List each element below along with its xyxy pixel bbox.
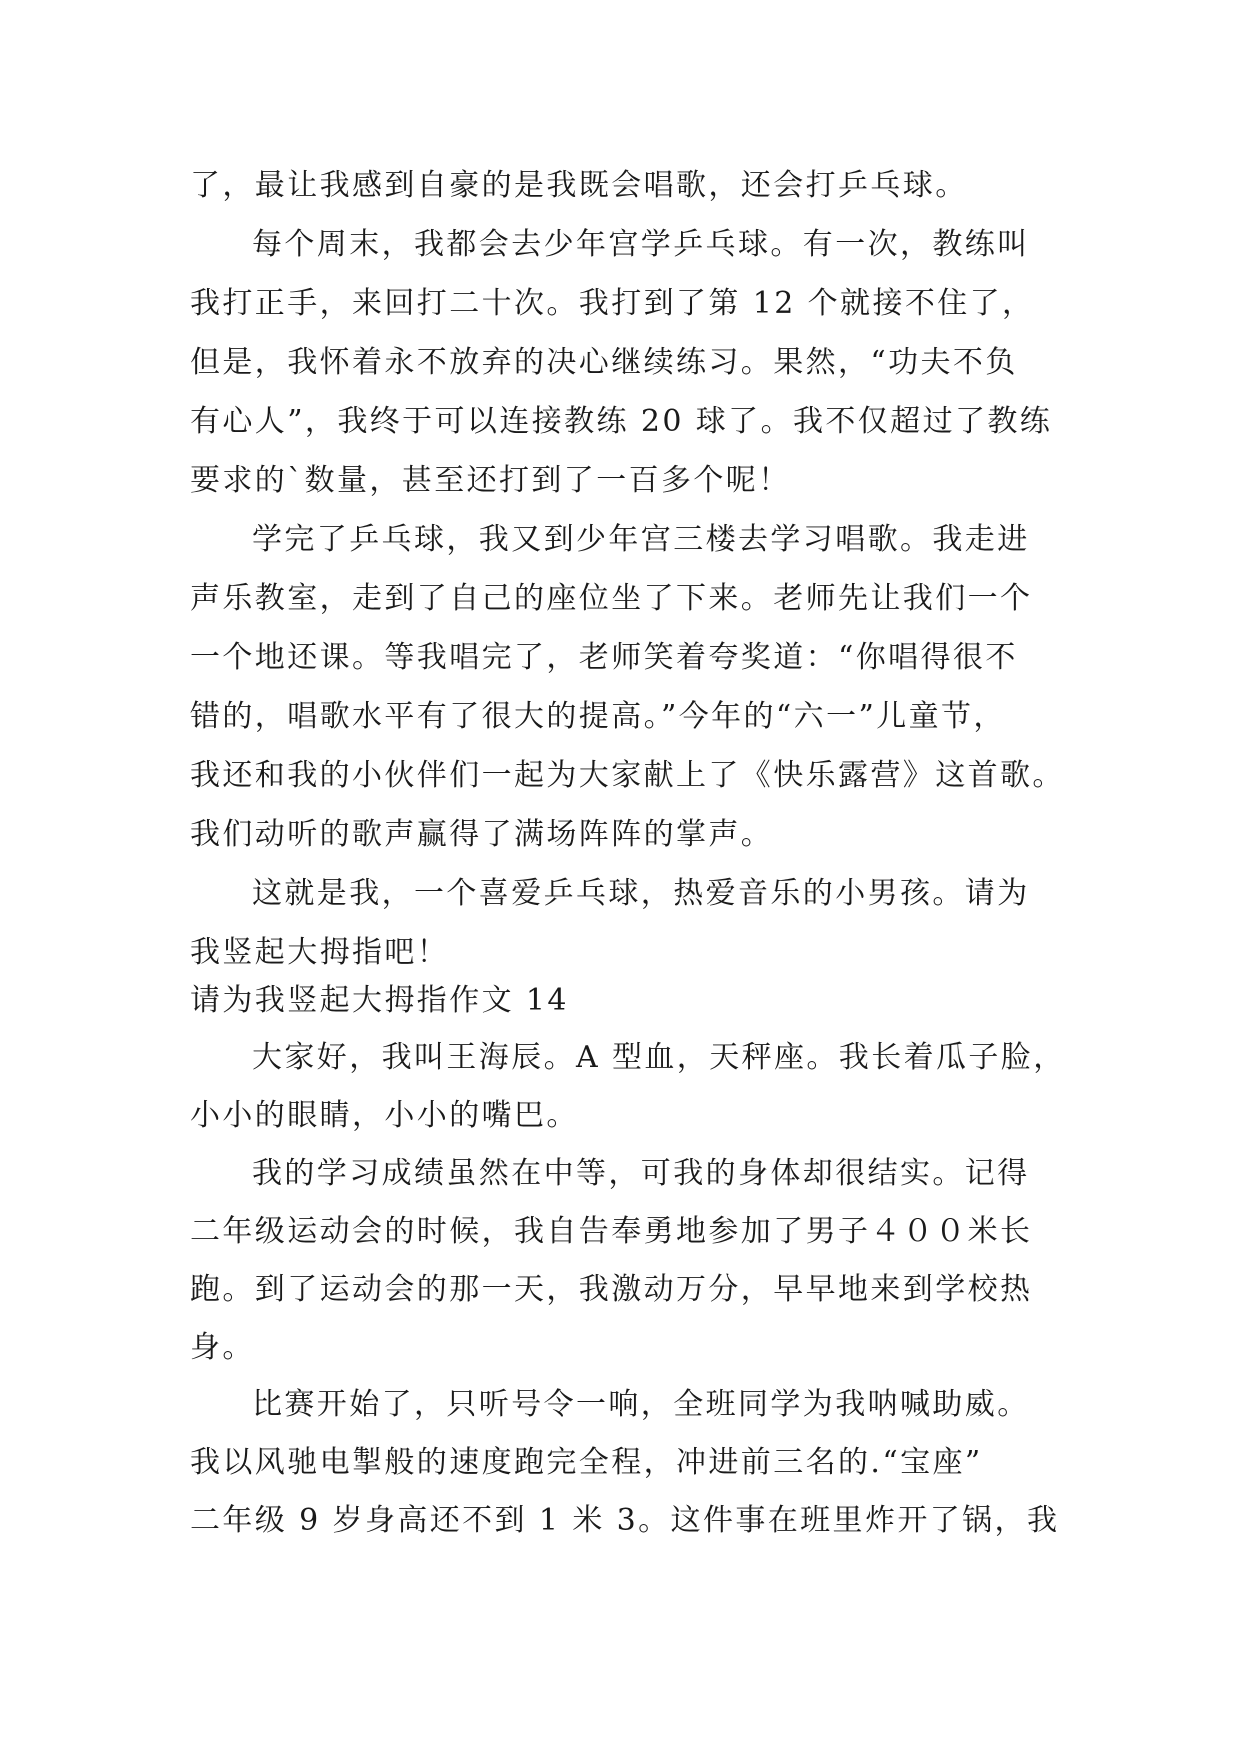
text-line: 我们动听的歌声赢得了满场阵阵的掌声。	[190, 817, 774, 852]
text-line: 二年级运动会的时候，我自告奉勇地参加了男子４００米长	[190, 1214, 1033, 1249]
paragraph-start: 学完了乒乓球，我又到少年宫三楼去学习唱歌。我走进	[252, 522, 1030, 557]
text-line: 我以风驰电掣般的速度跑完全程，冲进前三名的.“宝座”	[190, 1445, 983, 1480]
text-line: 我竖起大拇指吧！	[190, 935, 450, 970]
paragraph-start: 大家好，我叫王海辰。A 型血，天秤座。我长着瓜子脸，	[252, 1040, 1066, 1075]
section-title: 请为我竖起大拇指作文 14	[190, 983, 569, 1018]
paragraph-start: 比赛开始了，只听号令一响，全班同学为我呐喊助威。	[252, 1387, 1030, 1422]
text-line: 了，最让我感到自豪的是我既会唱歌，还会打乒乓球。	[190, 168, 968, 203]
text-line: 身。	[190, 1330, 255, 1365]
paragraph-start: 我的学习成绩虽然在中等，可我的身体却很结实。记得	[252, 1156, 1030, 1191]
paragraph-start: 这就是我，一个喜爱乒乓球，热爱音乐的小男孩。请为	[252, 876, 1030, 911]
text-line: 但是，我怀着永不放弃的决心继续练习。果然，“功夫不负	[190, 345, 1018, 380]
text-line: 声乐教室，走到了自己的座位坐了下来。老师先让我们一个	[190, 581, 1033, 616]
text-line: 我还和我的小伙伴们一起为大家献上了《快乐露营》这首歌。	[190, 758, 1065, 793]
text-line: 错的，唱歌水平有了很大的提高。”今年的“六一”儿童节，	[190, 699, 1006, 734]
text-line: 跑。到了运动会的那一天，我激动万分，早早地来到学校热	[190, 1272, 1033, 1307]
text-line: 二年级 9 岁身高还不到 1 米 3。这件事在班里炸开了锅，我	[190, 1503, 1060, 1538]
paragraph-start: 每个周末，我都会去少年宫学乒乓球。有一次，教练叫	[252, 227, 1030, 262]
text-line: 有心人”，我终于可以连接教练 20 球了。我不仅超过了教练	[190, 404, 1053, 439]
text-line: 一个地还课。等我唱完了，老师笑着夸奖道：“你唱得很不	[190, 640, 1018, 675]
text-line: 小小的眼睛，小小的嘴巴。	[190, 1098, 579, 1133]
text-line: 我打正手，来回打二十次。我打到了第 12 个就接不住了，	[190, 286, 1035, 321]
text-line: 要求的`数量，甚至还打到了一百多个呢！	[190, 463, 791, 498]
